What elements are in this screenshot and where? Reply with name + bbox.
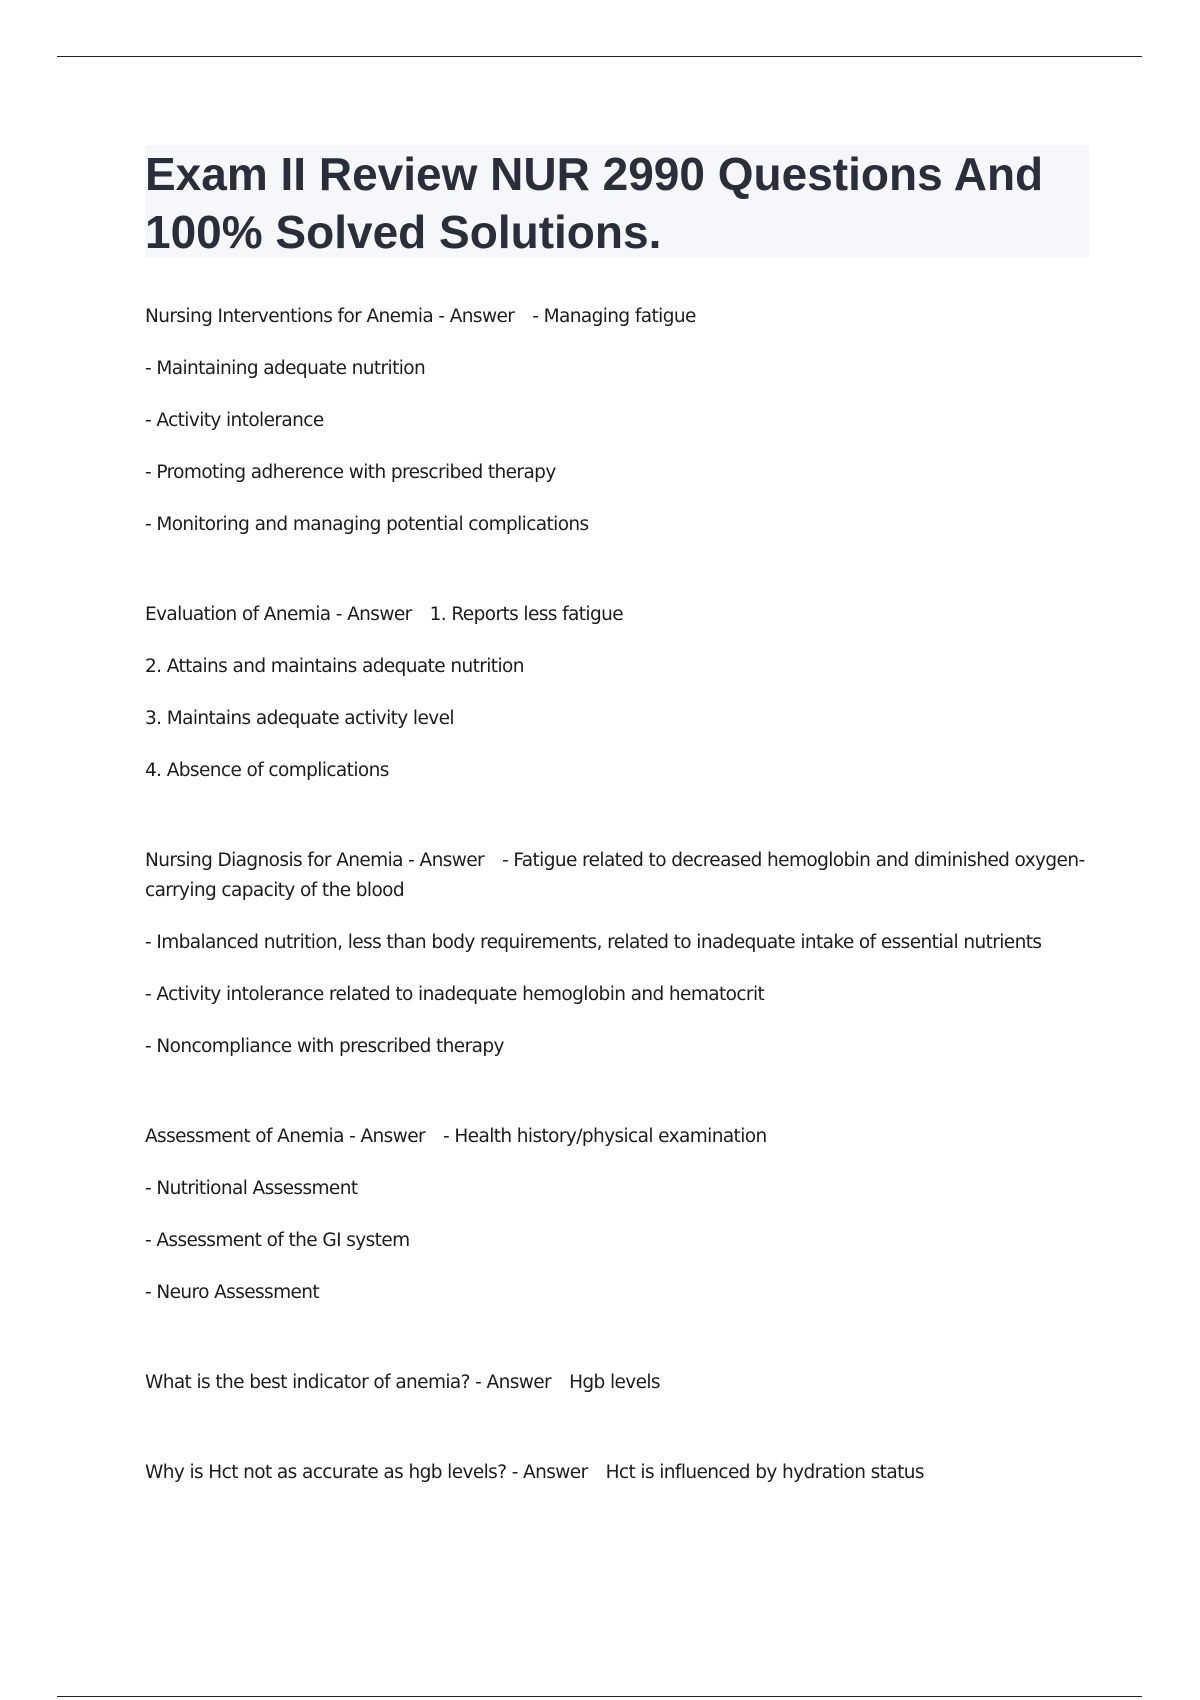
- answer-line: Hct is influenced by hydration status: [605, 1462, 924, 1483]
- answer-line: - Managing fatigue: [532, 306, 696, 327]
- qa-item: [145, 1368, 1095, 1398]
- qa-item: [145, 1122, 1095, 1308]
- answer-line: - Fatigue related to decreased hemoglobin and diminished oxygen-carrying capacity of the blood: [145, 850, 1085, 901]
- answer-line: Hgb levels: [569, 1372, 660, 1393]
- answer-line: 4. Absence of complications: [145, 760, 389, 781]
- qa-item: [145, 1458, 1095, 1488]
- answer-line: - Maintaining adequate nutrition: [145, 358, 426, 379]
- qa-item: [145, 600, 1095, 786]
- answer-line: 1. Reports less fatigue: [429, 604, 623, 625]
- answer-line: - Promoting adherence with prescribed therapy: [145, 462, 556, 483]
- question-text: Nursing Interventions for Anemia - Answer: [145, 306, 515, 327]
- question-text: What is the best indicator of anemia? - Answer: [145, 1372, 552, 1393]
- answer-line: 2. Attains and maintains adequate nutrition: [145, 656, 524, 677]
- answer-line: - Activity intolerance related to inadequate hemoglobin and hematocrit: [145, 984, 765, 1005]
- answer-line: - Health history/physical examination: [443, 1126, 767, 1147]
- answer-line: - Imbalanced nutrition, less than body requirements, related to inadequate intake of essential nutrients: [145, 932, 1042, 953]
- question-text: Assessment of Anemia - Answer: [145, 1126, 426, 1147]
- question-text: Evaluation of Anemia - Answer: [145, 604, 412, 625]
- answer-line: - Nutritional Assessment: [145, 1178, 358, 1199]
- question-text: Nursing Diagnosis for Anemia - Answer: [145, 850, 485, 871]
- question-text: Why is Hct not as accurate as hgb levels? - Answer: [145, 1462, 588, 1483]
- title-banner: [145, 145, 1089, 257]
- qa-list: [145, 302, 1095, 1548]
- answer-line: - Activity intolerance: [145, 410, 324, 431]
- page-title: Exam II Review NUR 2990 Questions And 100% Solved Solutions.: [145, 148, 1044, 258]
- answer-line: - Monitoring and managing potential complications: [145, 514, 589, 535]
- answer-line: - Noncompliance with prescribed therapy: [145, 1036, 504, 1057]
- qa-item: [145, 846, 1095, 1062]
- answer-line: 3. Maintains adequate activity level: [145, 708, 454, 729]
- bottom-divider: [57, 1696, 1142, 1697]
- answer-line: - Assessment of the GI system: [145, 1230, 410, 1251]
- qa-item: [145, 302, 1095, 540]
- answer-line: - Neuro Assessment: [145, 1282, 320, 1303]
- top-divider: [57, 56, 1142, 57]
